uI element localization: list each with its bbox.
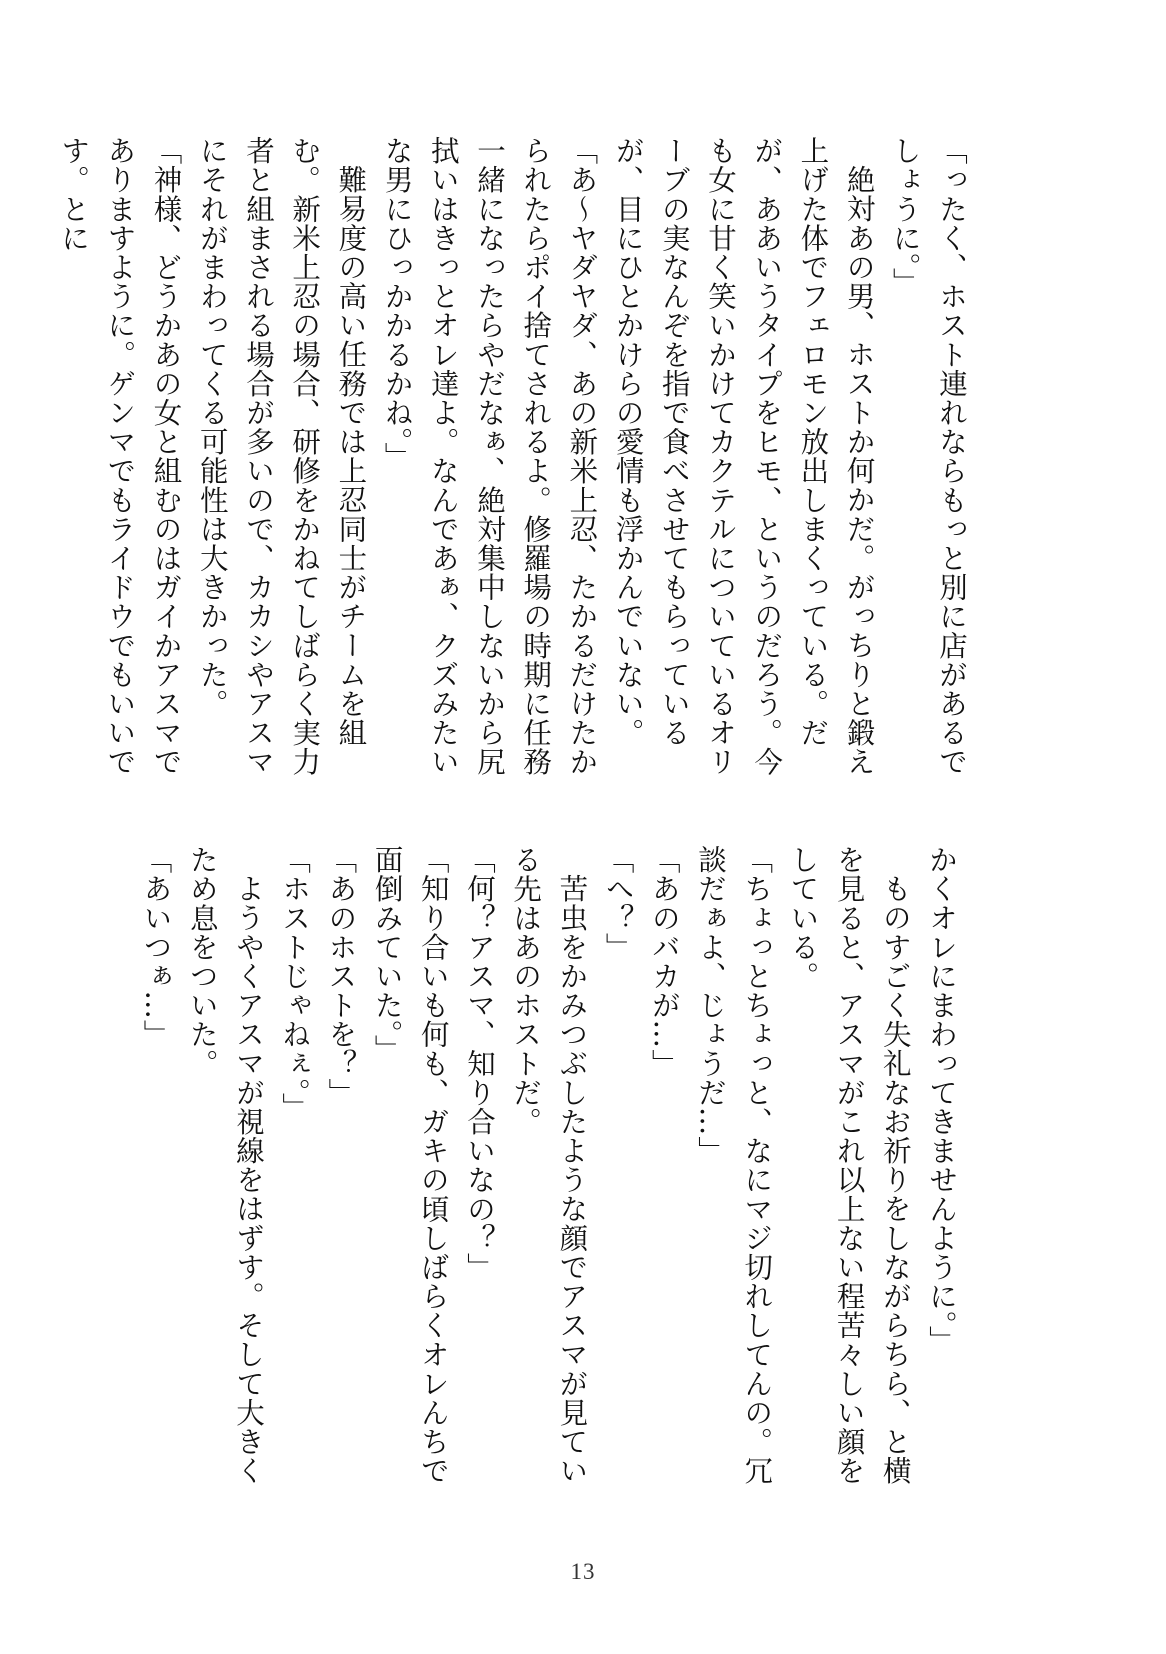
upper-text-block (57, 136, 974, 778)
paragraph: 「知り合いも何も、ガキの頃しばらくオレんちで面倒みていた。」 (370, 845, 450, 1486)
paragraph: 「ちょっとちょっと、なにマジ切れしてんの。冗談だぁよ、じょうだ…」 (693, 845, 774, 1486)
paragraph: ようやくアスマが視線をはずす。そして大きくため息をついた。 (185, 845, 265, 1485)
paragraph: かくオレにまわってきませんように。」 (925, 845, 958, 1355)
paragraph: 「何？アスマ、知り合いなの？」 (462, 845, 496, 1282)
paragraph: 難易度の高い任務では上忍同士がチームを組む。新米上忍の場合、研修をかねてしばらく実力者と組まされる場合が多いので、カカシやアスマにそれがまわってくる可能性は大きかった。 (195, 136, 368, 777)
paragraph: 苦虫をかみつぶしたような顔でアスマが見ている先はあのホストだ。 (509, 845, 589, 1485)
paragraph: 「あいつぁ…」 (139, 845, 173, 1049)
paragraph: 「へ？」 (601, 845, 635, 962)
paragraph: 「あのバカが…」 (647, 845, 681, 1078)
page-number: 13 (570, 1559, 596, 1584)
paragraph: ものすごく失礼なお祈りをしながらちら、と横を見ると、アスマがこれ以上ない程苦々しい顔をしている。 (786, 845, 912, 1486)
paragraph: 絶対あの男、ホストか何かだ。がっちりと鍛え上げた体でフェロモン放出しまくっている。だが、ああいうタイプをヒモ、というのだろう。今も女に甘く笑いかけてカクテルについているオリーブの実なんぞを指で食べさせてもらっているが、目にひとかけらの愛情も浮かんでいない。 (611, 136, 876, 777)
lower-text-block (139, 845, 964, 1487)
paragraph: 「ホストじゃねぇ。」 (278, 845, 312, 1122)
paragraph: 「あのホストを？」 (324, 845, 358, 1107)
paragraph: 「あ〜ヤダヤダ、あの新米上忍、たかるだけたかられたらポイ捨てされるよ。修羅場の時期に任務一緒になったらやだなぁ、絶対集中しないから尻拭いはきっとオレ達よ。なんであぁ、クズみたいな男にひっかかるかね。」 (380, 136, 599, 777)
paragraph: 「ったく、ホスト連れならもっと別に店があるでしょうに。」 (888, 136, 968, 777)
paragraph: 「神様、どうかあの女と組むのはガイかアスマでありますように。ゲンマでもライドウでもいいです。とに (57, 136, 183, 777)
